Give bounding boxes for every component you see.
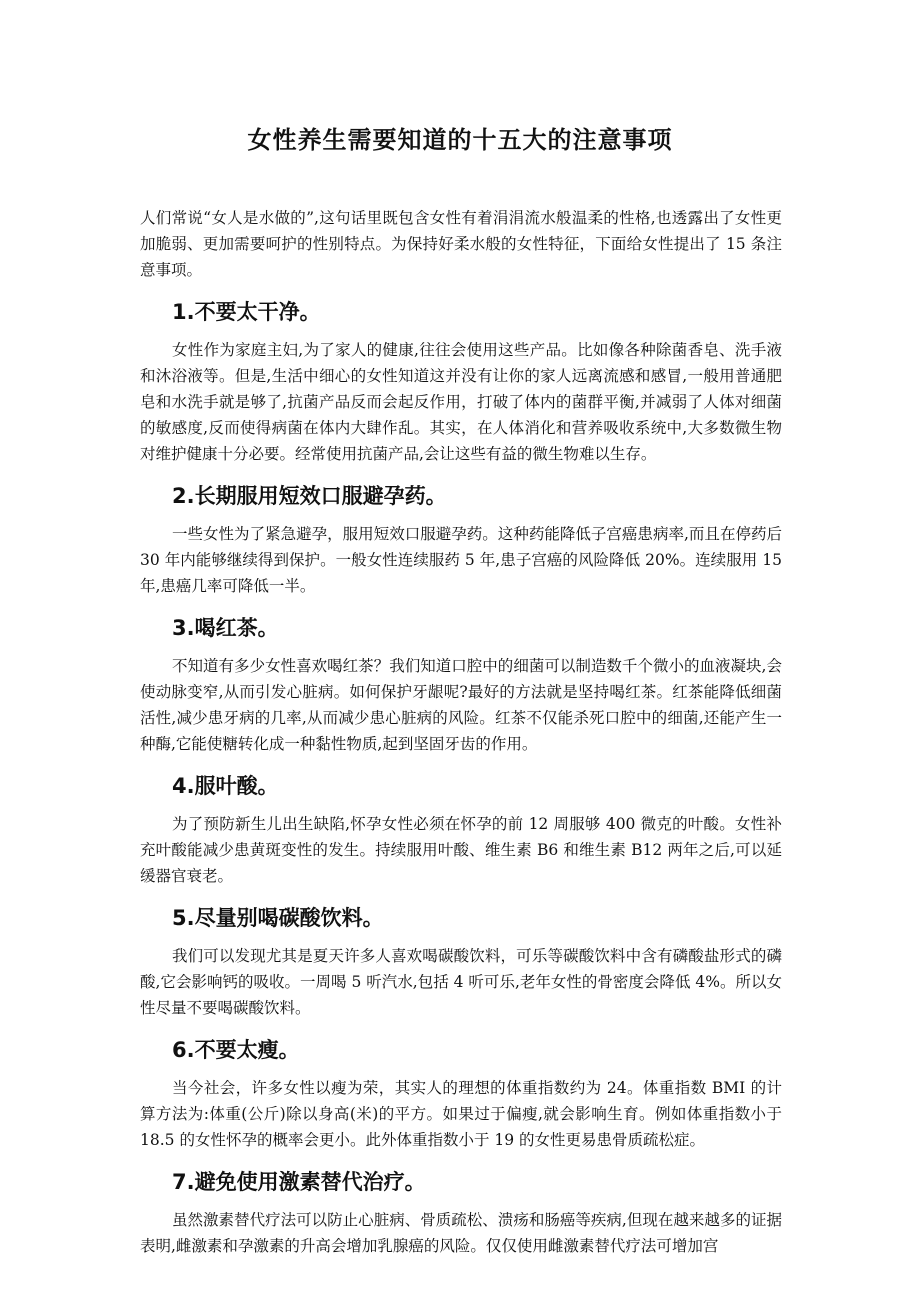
section-paragraph: 一些女性为了紧急避孕，服用短效口服避孕药。这种药能降低子宫癌患病率,而且在停药后 30 年内能够继续得到保护。一般女性连续服药 5 年,患子宫癌的风险降低 20%。连续服用 15 年,患癌几率可降低一半。 [140, 525, 782, 595]
section-paragraph: 为了预防新生儿出生缺陷,怀孕女性必须在怀孕的前 12 周服够 400 微克的叶酸。女性补充叶酸能减少患黄斑变性的发生。持续服用叶酸、维生素 B6 和维生素 B12 两年之后,可以延缓器官衰老。 [140, 815, 782, 885]
document-body [140, 205, 782, 1259]
section-paragraph: 女性作为家庭主妇,为了家人的健康,往往会使用这些产品。比如像各种除菌香皂、洗手液和沐浴液等。但是,生活中细心的女性知道这并没有让你的家人远离流感和感冒,一般用普通肥皂和水洗手就是够了,抗菌产品反而会起反作用，打破了体内的菌群平衡,并减弱了人体对细菌的敏感度,反而使得病菌在体内大肆作乱。其实，在人体消化和营养吸收系统中,大多数微生物对维护健康十分必要。经常使用抗菌产品,会让这些有益的微生物难以生存。 [140, 341, 782, 463]
section-paragraph: 不知道有多少女性喜欢喝红茶？我们知道口腔中的细菌可以制造数千个微小的血液凝块,会使动脉变窄,从而引发心脏病。如何保护牙龈呢?最好的方法就是坚持喝红茶。红茶能降低细菌活性,减少患牙病的几率,从而减少患心脏病的风险。红茶不仅能杀死口腔中的细菌,还能产生一种酶,它能使糖转化成一种黏性物质,起到坚固牙齿的作用。 [140, 657, 782, 753]
section-heading: 3.喝红茶。 [172, 616, 279, 640]
intro-paragraph: 人们常说“女人是水做的”,这句话里既包含女性有着涓涓流水般温柔的性格,也透露出了女性更加脆弱、更加需要呵护的性别特点。为保持好柔水般的女性特征，下面给女性提出了 15 条注意事项。 [140, 209, 782, 279]
section-paragraph: 虽然激素替代疗法可以防止心脏病、骨质疏松、溃疡和肠癌等疾病,但现在越来越多的证据表明,雌激素和孕激素的升高会增加乳腺癌的风险。仅仅使用雌激素替代疗法可增加宫 [140, 1211, 782, 1255]
section-7 [140, 1167, 782, 1259]
section-paragraph: 当今社会，许多女性以瘦为荣，其实人的理想的体重指数约为 24。体重指数 BMI 的计算方法为:体重(公斤)除以身高(米)的平方。如果过于偏瘦,就会影响生育。例如体重指数小于 18.5 的女性怀孕的概率会更小。此外体重指数小于 19 的女性更易患骨质疏松症。 [140, 1079, 782, 1149]
section-heading: 7.避免使用激素替代治疗。 [172, 1170, 426, 1194]
section-heading: 2.长期服用短效口服避孕药。 [172, 484, 447, 508]
section-2 [140, 481, 782, 599]
section-4 [140, 771, 782, 889]
document-title: 女性养生需要知道的十五大的注意事项 [247, 125, 673, 154]
section-6 [140, 1035, 782, 1153]
section-heading: 4.服叶酸。 [172, 774, 279, 798]
section-heading: 6.不要太瘦。 [172, 1038, 300, 1062]
section-5 [140, 903, 782, 1021]
section-heading: 5.尽量别喝碳酸饮料。 [172, 906, 384, 930]
section-1 [140, 297, 782, 467]
section-paragraph: 我们可以发现尤其是夏天许多人喜欢喝碳酸饮料，可乐等碳酸饮料中含有磷酸盐形式的磷酸,它会影响钙的吸收。一周喝 5 听汽水,包括 4 听可乐,老年女性的骨密度会降低 4%。所以女性尽量不要喝碳酸饮料。 [140, 947, 782, 1017]
section-3 [140, 613, 782, 757]
section-heading: 1.不要太干净。 [172, 300, 321, 324]
